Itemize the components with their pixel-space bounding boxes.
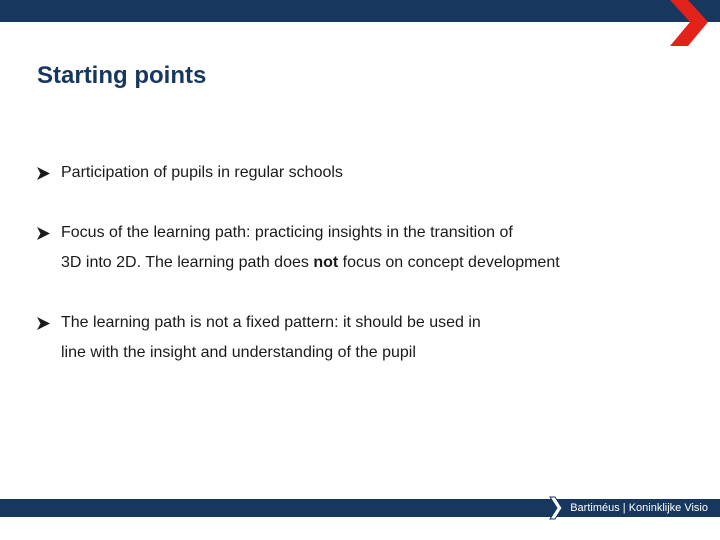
bullet-text-line: 3D into 2D. The learning path does: [61, 254, 314, 271]
white-chevron-icon: [546, 495, 566, 521]
bullet-item: [37, 308, 697, 368]
top-header-band: [0, 0, 720, 22]
emphasis-not: not: [313, 254, 339, 271]
bullet-text-line: focus on concept development: [338, 254, 560, 271]
arrowhead-bullet-icon: [37, 158, 51, 188]
red-chevron-icon: [662, 0, 712, 46]
arrowhead-bullet-icon: [37, 308, 51, 338]
bullet-text-line: line with the insight and understanding of the pupil: [61, 344, 416, 361]
bullet-text: Participation of pupils in regular schools: [61, 164, 343, 181]
bullet-text-line: The learning path is not a fixed pattern: it should be used in: [61, 314, 481, 331]
bullet-item: [37, 218, 697, 278]
bullet-item: [37, 158, 697, 188]
footer-brand: Bartiméus | Koninklijke Visio: [570, 502, 708, 514]
bullet-list: [37, 158, 697, 368]
slide-title: Starting points: [37, 62, 207, 89]
bullet-text-line: Focus of the learning path: practicing insights in the transition of: [61, 224, 513, 241]
arrowhead-bullet-icon: [37, 218, 51, 248]
